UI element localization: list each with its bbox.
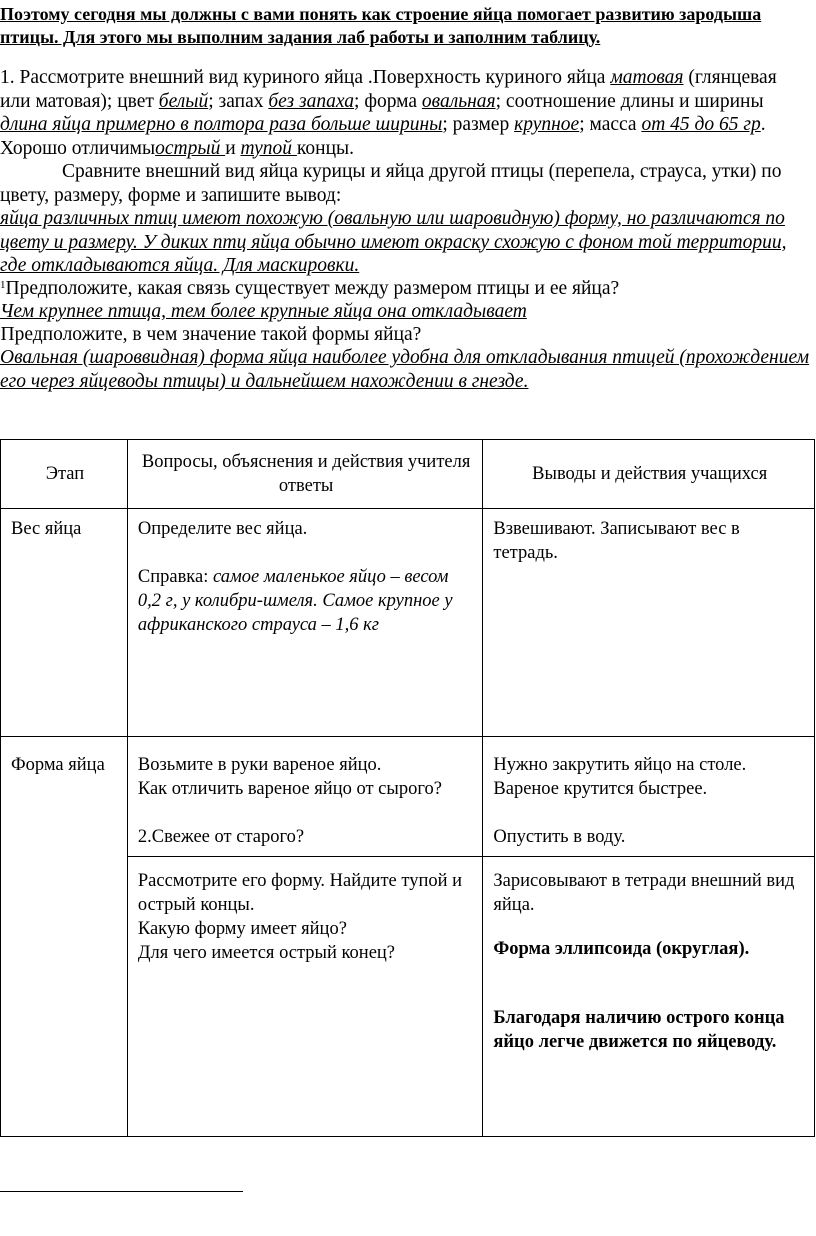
task-3-question xyxy=(0,277,812,301)
student-answer: Нужно закрутить яйцо на столе. xyxy=(493,755,747,775)
student-answer: Вареное крутится быстрее. xyxy=(493,779,708,799)
answer-color: белый xyxy=(158,90,209,112)
task3-question-text: Предположите, какая связь существует между размером птицы и ее яйца? xyxy=(5,278,620,299)
reference-label: Справка: xyxy=(137,567,213,587)
teacher-reference xyxy=(138,565,475,637)
teacher-question: Для чего имеется острый конец? xyxy=(137,943,396,963)
student-conclusion: Форма эллипсоида (округлая). xyxy=(493,939,750,959)
student-cell xyxy=(483,857,815,1137)
teacher-question: 2.Свежее от старого? xyxy=(137,827,305,847)
answer-mass: от 45 до 65 гр xyxy=(641,114,761,135)
teacher-question: Какую форму имеет яйцо? xyxy=(137,919,347,939)
task1-text: и xyxy=(225,137,241,159)
student-answer: Зарисовывают в тетради внешний вид яйца. xyxy=(493,871,795,915)
task4-question-text: Предположите, в чем значение такой формы яйца? xyxy=(0,324,422,345)
answer-size: крупное xyxy=(514,114,580,135)
task-1-paragraph xyxy=(0,66,812,160)
table-header-row xyxy=(1,440,815,509)
task-2-answer: яйца различных птиц имеют похожую (овальную или шаровидную) форму, но различаются по цвету и размеру. У диких птц яйца обычно имеют окраску схожую с фоном той территории, где откладываются яйца. Для маскировки. xyxy=(0,208,787,276)
task-4-answer: Овальная (шароввидная) форма яйца наиболее удобна для откладывания птицей (прохождением его через яйцеводы птицы) и дальнейшем нахождении в гнезде. xyxy=(0,347,810,392)
reference-text: самое маленькое яйцо – весом 0,2 г, у колибри-шмеля. Самое крупное у африканского страуса – 1,6 кг xyxy=(137,567,453,635)
task1-text: ; масса xyxy=(579,114,642,135)
footnote-separator xyxy=(0,1191,243,1192)
table-row xyxy=(1,509,815,737)
answer-sharp-end: острый xyxy=(155,137,226,159)
task1-text: ; запах xyxy=(208,90,269,112)
student-conclusion: Благодаря наличию острого конца яйцо легче движется по яйцеводу. xyxy=(493,1008,785,1052)
student-cell xyxy=(483,737,815,857)
header-students: Выводы и действия учащихся xyxy=(483,440,815,509)
student-cell: Взвешивают. Записывают вес в тетрадь. xyxy=(483,509,815,737)
teacher-instruction: Рассмотрите его форму. Найдите тупой и острый концы. xyxy=(137,871,463,915)
task1-text: ; соотношение длины и ширины xyxy=(495,90,764,112)
answer-ratio: длина яйца примерно в полтора раза больше ширины xyxy=(0,114,443,135)
header-stage: Этап xyxy=(1,440,128,509)
teacher-cell xyxy=(127,509,483,737)
task-4-question xyxy=(0,323,812,347)
table-row xyxy=(1,737,815,857)
answer-surface: матовая xyxy=(610,67,684,88)
task1-text: концы. xyxy=(296,137,354,159)
answer-shape: овальная xyxy=(421,90,496,112)
stage-cell: Вес яйца xyxy=(1,509,128,737)
teacher-instruction: Возьмите в руки вареное яйцо. xyxy=(137,755,382,775)
task-2-question: Сравните внешний вид яйца курицы и яйца другой птицы (перепела, страуса, утки) по цвету, размеру, форме и запишите вывод: xyxy=(0,161,782,206)
task1-text: ; форма xyxy=(354,90,422,112)
answer-smell: без запаха xyxy=(268,90,355,112)
footnote-mark: 1 xyxy=(0,279,6,291)
student-answer: Опустить в воду. xyxy=(493,827,626,847)
teacher-instruction: Определите вес яйца. xyxy=(137,519,308,539)
answer-blunt-end: тупой xyxy=(240,137,297,159)
intro-text: Поэтому сегодня мы должны с вами понять как строение яйца помогает развитию зародыша птицы. Для этого мы выполним задания лаб работы и заполним таблицу xyxy=(0,4,762,47)
intro-heading xyxy=(0,3,810,49)
stage-cell: Форма яйца xyxy=(1,737,128,1137)
intro-end: . xyxy=(595,27,601,47)
teacher-question: Как отличить вареное яйцо от сырого? xyxy=(137,779,442,799)
task1-text: (глянцевая или матовая); цвет xyxy=(0,67,777,112)
teacher-cell xyxy=(127,857,483,1137)
task-3-answer: Чем крупнее птица, тем более крупные яйца она откладывает xyxy=(0,301,527,322)
footnote-mark: 2 xyxy=(0,331,1,332)
task1-text: . Хорошо отличимы xyxy=(0,114,766,159)
header-teacher: Вопросы, объяснения и действия учителя ответы xyxy=(127,440,483,509)
lab-table xyxy=(0,439,815,1137)
task1-text: 1. Рассмотрите внешний вид куриного яйца .Поверхность куриного яйца xyxy=(0,67,611,88)
task1-text: ; размер xyxy=(442,114,515,135)
teacher-cell xyxy=(127,737,483,857)
